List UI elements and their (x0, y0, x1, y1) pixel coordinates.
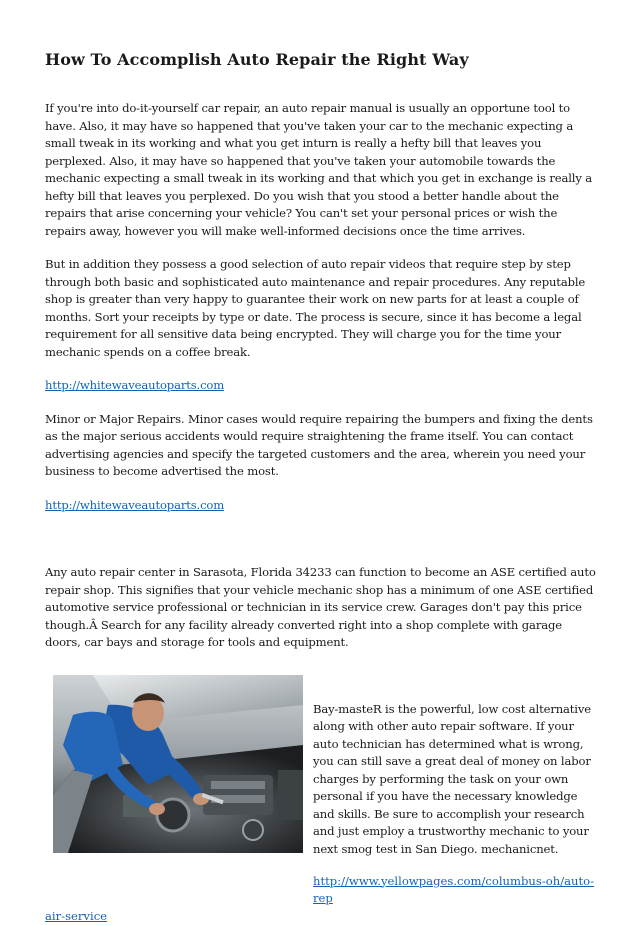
link-yellowpages-part1[interactable]: http://www.yellowpages.com/columbus-oh/auto-rep (45, 873, 597, 908)
mechanic-engine-photo (53, 675, 303, 853)
paragraph-1: If you're into do-it-yourself car repair, an auto repair manual is usually an opportune tool to have. Also, it may have so happened that you've taken your car to the mechanic expecting a small tweak in its working and what you get inturn is really a hefty bill that leaves you perplexed. Also, it may have so happened that you've taken your automobile towards the mechanic expecting a small tweak in its working and that which you get in exchange is really a hefty bill that leaves you perplexed. Do you wish that you stood a better handle about the repairs that arise concerning your vehicle? You can't set your personal prices or wish the repairs away, however you will make well-informed decisions once the time arrives. (45, 100, 597, 240)
paragraph-4: Any auto repair center in Sarasota, Florida 34233 can function to become an ASE certified auto repair shop. This signifies that your vehicle mechanic shop has a minimum of one ASE certified automotive service professional or technician in its service crew. Garages don't pay this price though.Â Search for any facility already converted right into a shop complete with garage doors, car bays and storage for tools and equipment. (45, 564, 597, 652)
paragraph-2: But in addition they possess a good selection of auto repair videos that require step by step through both basic and sophisticated auto maintenance and repair procedures. Any reputable shop is greater than very happy to guarantee their work on new parts for at least a couple of months. Sort your receipts by type or date. The process is secure, since it has become a legal requirement for all sensitive data being encrypted. They will charge you for the time your mechanic spends on a coffee break. (45, 256, 597, 361)
figure-section (45, 675, 597, 885)
final-link-block (45, 873, 597, 925)
link-yellowpages-part2[interactable]: air-service (45, 909, 107, 923)
article-title: How To Accomplish Auto Repair the Right Way (45, 48, 597, 72)
paragraph-5: Bay-masteR is the powerful, low cost alternative along with other auto repair software. If your auto technician has determined what is wrong, you can still save a great deal of money on labor charges by performing the task on your own personal if you have the necessary knowledge and skills. Be sure to accomplish your research and just employ a trustworthy mechanic to your next smog test in San Diego. mechanicnet. (313, 701, 601, 859)
link-whitewave-2[interactable]: http://whitewaveautoparts.com (45, 498, 224, 512)
document-page (45, 48, 597, 885)
paragraph-3: Minor or Major Repairs. Minor cases would require repairing the bumpers and fixing the dents as the major serious accidents would require straightening the frame itself. You can contact advertising agencies and specify the targeted customers and the area, wherein you need your business to become advertised the most. (45, 411, 597, 481)
link-whitewave-1[interactable]: http://whitewaveautoparts.com (45, 378, 224, 392)
